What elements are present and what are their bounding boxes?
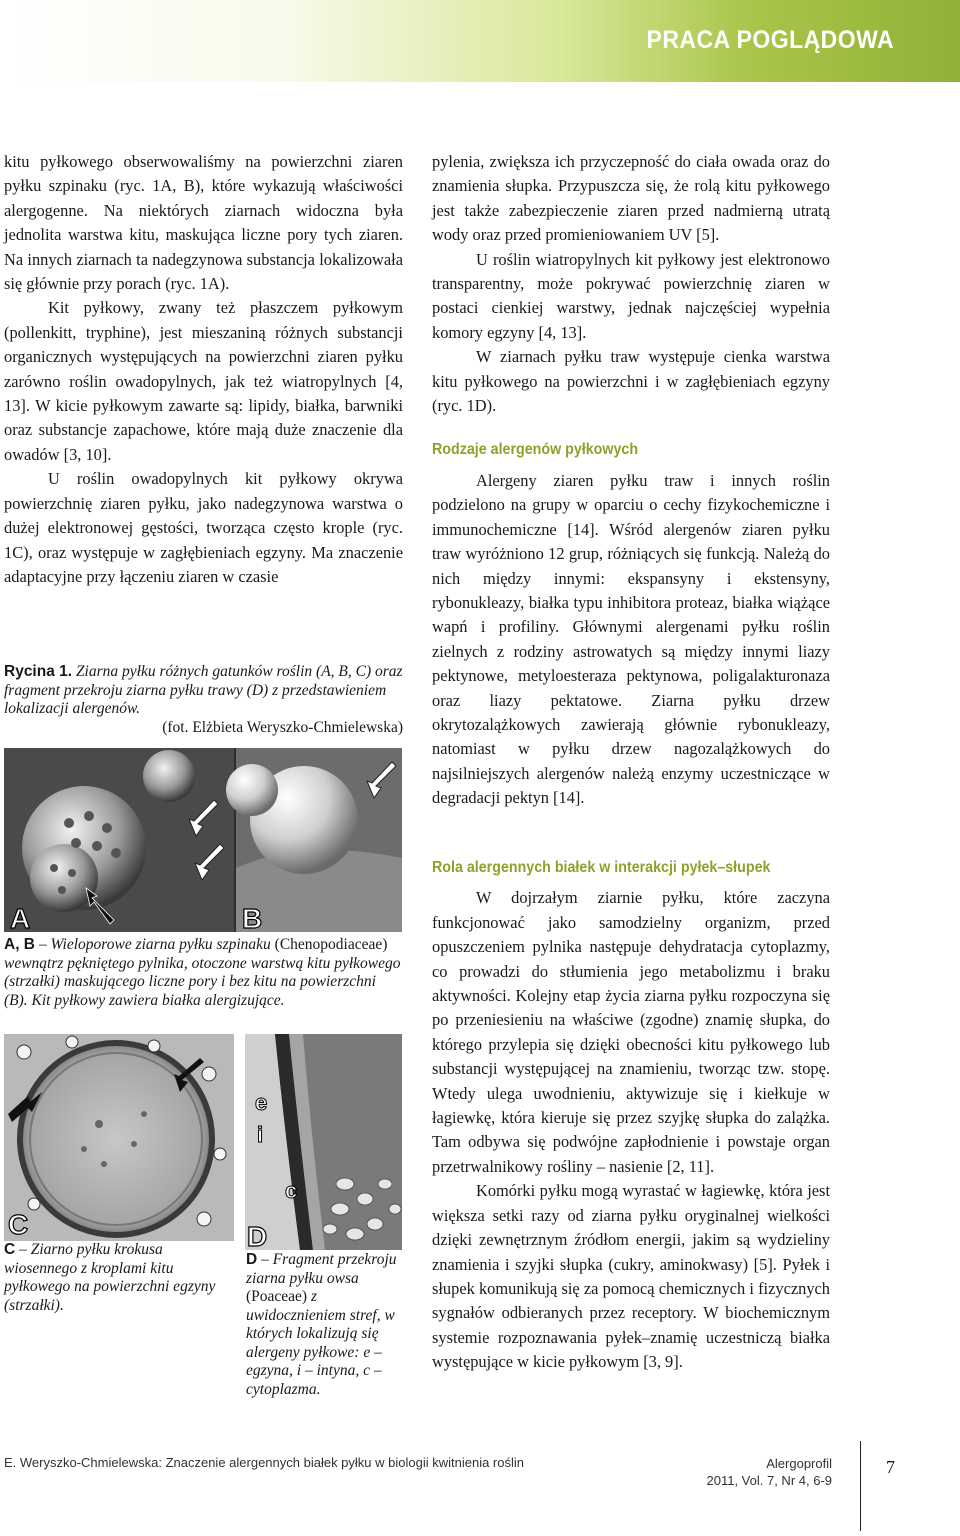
paragraph: W dojrzałym ziarnie pyłku, które zaczyna funkcjonować jako samodzielny organizm, przed opuszczeniem pylnika następuje dehydratacja cytoplazmy, co prowadzi do stłumienia jego metabolizmu i braku aktywności. Kolejny etap życia ziarna pyłku rozpoczyna się po przeniesieniu na właściwe (zgodne) znamię słupka, do którego przylepia się dzięki obecności kitu pyłkowego lub substancji występującej na znamieniu, tworząc tzw. stopę. Wtedy ulega uwodnieniu, aktywizuje się i kiełkuje w łagiewkę, która kieruje się przez szyjkę słupka do zalążka. Tam odbywa się podwójne zapłodnienie i powstaje organ przetrwalnikowy rośliny – nasienie [2, 11].	[432, 888, 830, 1176]
footer-divider	[860, 1441, 861, 1531]
caption-ab-family: (Chenopodiaceae)	[274, 936, 388, 953]
label-c: c	[285, 1178, 298, 1203]
section-title: PRACA POGLĄDOWA	[646, 26, 894, 54]
caption-d-text-2: z uwidocznieniem stref, w których lokalizują się alergeny pyłkowe: e – egzyna, i – intyna, c – cytoplazma.	[246, 1288, 395, 1398]
figure-caption	[4, 663, 403, 737]
micrograph-d	[245, 1034, 402, 1250]
right-column-bottom	[432, 856, 830, 1375]
section-heading: Rola alergennych białek w interakcji pyłek–słupek	[432, 859, 771, 876]
caption-d	[246, 1251, 402, 1399]
label-e: e	[255, 1090, 268, 1115]
running-title: E. Weryszko-Chmielewska: Znaczenie alergennych białek pyłku w biologii kwitnienia roślin	[4, 1455, 524, 1470]
caption-ab-label: A, B	[4, 936, 35, 953]
journal-volume: 2011, Vol. 7, Nr 4, 6-9	[706, 1473, 832, 1488]
caption-ab	[4, 936, 403, 1010]
caption-ab-text: – Wieloporowe ziarna pyłku szpinaku	[35, 936, 275, 953]
left-column	[4, 150, 403, 589]
paragraph: Alergeny ziaren pyłku traw i innych roślin podzielono na grupy w oparciu o cechy fizykochemiczne i immunochemiczne [14]. Wśród alergenów ziaren pyłku traw wyróżniono 12 grup, różniących się funkcją. Należą do nich między innymi: ekspansyny i ekstensyny, rybonukleazy, białka typu inhibitora proteaz, białka wiążące wapń i profiliny. Głównymi alergenami pyłku roślin zielnych z rodziny astrowatych są między innymi liazy pektynowe, metyloesteraza pektynowa, poligalakturonaza oraz liazy pektatowe. Ziarna pyłku drzew okrytozalążkowych zawierają głównie rybonukleazy, natomiast w pyłku drzew nagozalążkowych do najsilniejszych alergenów należą enzymy uczestniczące w degradacji pektyn [14].	[432, 470, 830, 808]
caption-c-text: – Ziarno pyłku krokusa wiosennego z kroplami kitu pyłkowego na powierzchni egzyny (strzałki).	[4, 1241, 216, 1314]
right-column-top	[432, 150, 830, 811]
page-number: 7	[886, 1457, 895, 1477]
journal-info	[707, 1455, 833, 1489]
paragraph: U roślin wiatropylnych kit pyłkowy jest elektronowo transparentny, może pokrywać powierzchnię ziaren w postaci cienkiej warstwy, jednak najczęściej wypełnia komory egzyny [4, 13].	[432, 249, 830, 342]
figure-label: Rycina 1.	[4, 663, 73, 680]
micrograph-ab	[4, 748, 402, 932]
journal-name: Alergoprofil	[766, 1456, 832, 1471]
panel-letter-d: D	[247, 1221, 268, 1250]
paragraph: U roślin owadopylnych kit pyłkowy okrywa powierzchnię ziaren pyłku, jako nadegzynowa warstwa o dużej elektronowej gęstości, tworząca często krople (ryc. 1C), oraz występuje w zagłębieniach egzyny. Ma znaczenie adaptacyjne przy łączeniu ziaren w czasie	[4, 469, 403, 586]
caption-d-text: – Fragment przekroju ziarna pyłku owsa	[246, 1251, 397, 1287]
caption-d-family: (Poaceae)	[246, 1288, 308, 1305]
paragraph: kitu pyłkowego obserwowaliśmy na powierzchni ziaren pyłku szpinaku (ryc. 1A, B), które wykazują właściwości alergogenne. Na niektórych ziarnach widoczna była jednolita warstwa kitu, maskująca liczne pory tych ziaren. Na innych ziarnach ta nadegzynowa substancja lokalizowała się głównie przy porach (ryc. 1A).	[4, 152, 403, 294]
caption-d-label: D	[246, 1251, 258, 1268]
caption-c-label: C	[4, 1241, 16, 1258]
caption-c	[4, 1241, 232, 1315]
paragraph: Komórki pyłku mogą wyrastać w łagiewkę, która jest większa setki razy od ziarna pyłku oryginalnej wielkości dzięki zewnętrznym źródłom energii, jakim są wydzieliny znamienia i szyjki słupka (cukry, aminokwasy) [5]. Pyłek i słupek komunikują się za pomocą chemicznych i fizycznych sygnałów odbieranych przez receptory. W biochemicznym systemie rozpoznawania pyłek–znamię uczestniczą białka występujące w kicie pyłkowym [3, 9].	[432, 1181, 830, 1372]
micrograph-c	[4, 1034, 234, 1241]
figure-caption-text: Ziarna pyłku różnych gatunków roślin (A, B, C) oraz fragment przekroju ziarna pyłku trawy (D) z przedstawieniem lokalizacji alergenów.	[4, 663, 403, 717]
caption-ab-text-2: wewnątrz pękniętego pylnika, otoczone warstwą kitu pyłkowego (strzałki) maskującego liczne pory i bez kitu na powierzchni (B). Kit pyłkowy zawiera białka alergizujące.	[4, 954, 401, 1009]
paragraph: pylenia, zwiększa ich przyczepność do ciała owada oraz do znamienia słupka. Przypuszcza się, że rolą kitu pyłkowego jest także zabezpieczenie ziaren przed nadmierną utratą wody oraz przed promieniowaniem UV [5].	[432, 152, 830, 245]
panel-letter-a: A	[10, 903, 31, 932]
panel-letter-b: B	[242, 903, 263, 932]
panel-letter-c: C	[8, 1209, 29, 1240]
label-i: i	[257, 1122, 264, 1147]
paragraph: Kit pyłkowy, zwany też płaszczem pyłkowym (pollenkitt, tryphine), jest mieszaniną różnych substancji organicznych występujących na powierzchni ziaren pyłku zarówno roślin owadopylnych, jak też wiatropylnych [4, 13]. W kicie pyłkowym zawarte są: lipidy, białka, barwniki oraz substancje zapachowe, które mają duże znaczenie dla owadów [3, 10].	[4, 298, 403, 464]
paragraph: W ziarnach pyłku traw występuje cienka warstwa kitu pyłkowego na powierzchni i w zagłębieniach egzyny (ryc. 1D).	[432, 347, 830, 416]
photo-credit: (fot. Elżbieta Weryszko-Chmielewska)	[162, 718, 403, 736]
section-heading: Rodzaje alergenów pyłkowych	[432, 441, 639, 459]
